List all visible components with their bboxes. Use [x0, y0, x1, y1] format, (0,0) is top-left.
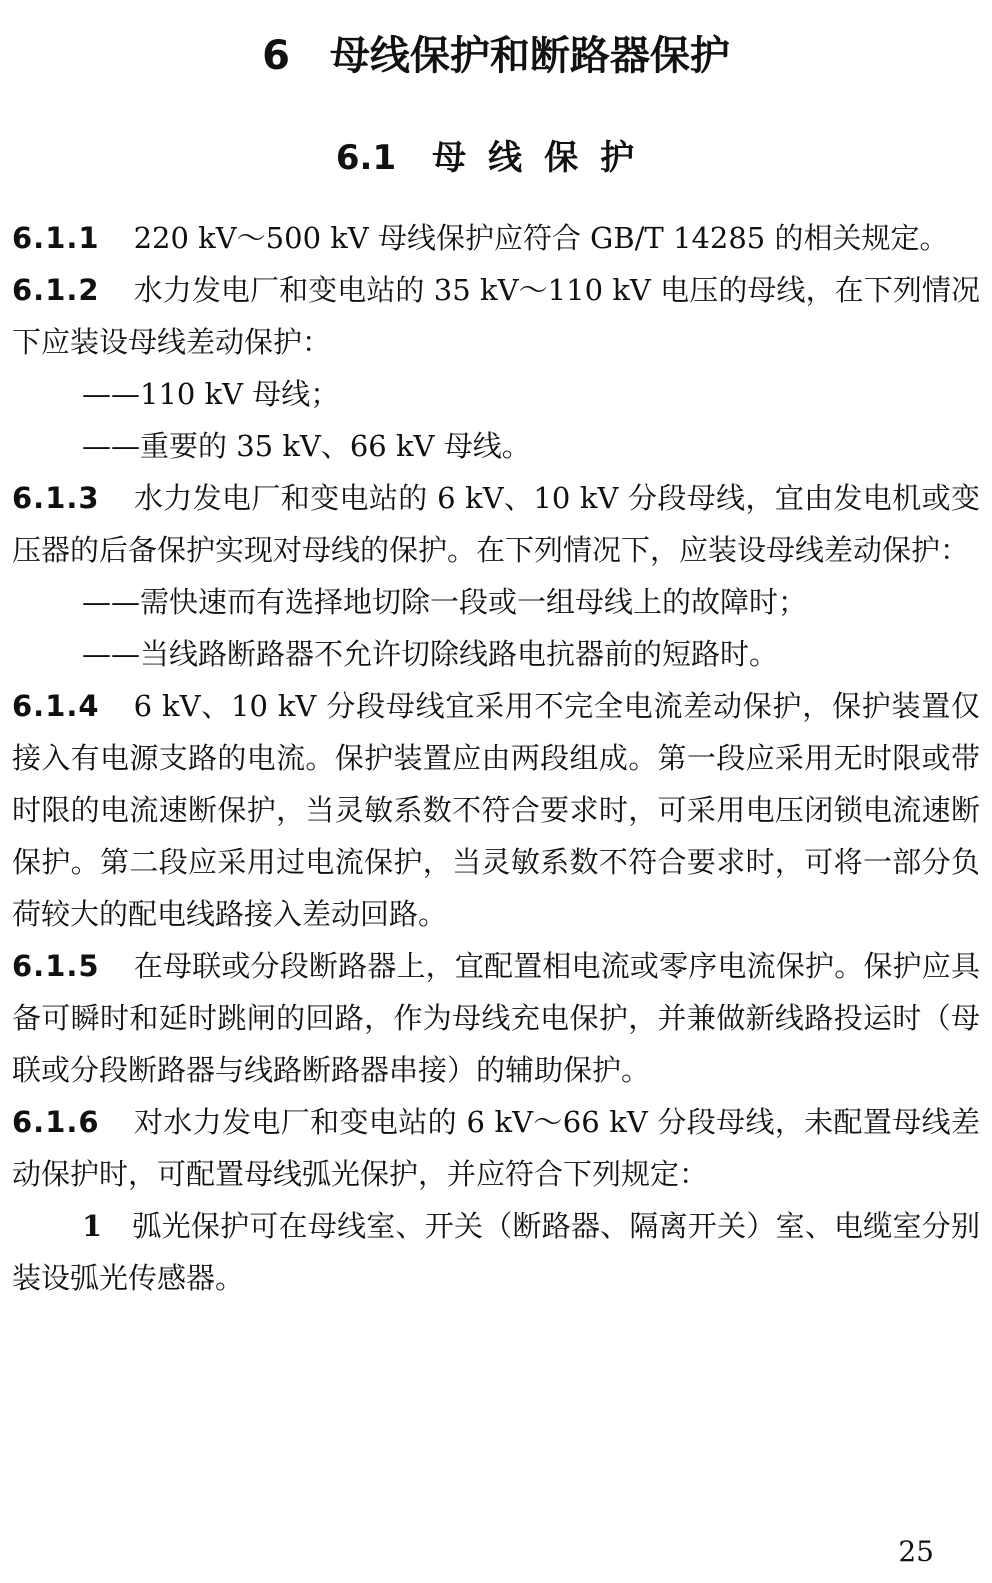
clause-text: 6 kV、10 kV 分段母线宜采用不完全电流差动保护，保护装置仅接入有电源支路的电流。保护装置应由两段组成。第一段应采用无时限或带时限的电流速断保护，当灵敏系数不符合要求时，可采用电压闭锁电流速断保护。第二段应采用过电流保护，当灵敏系数不符合要求时，可将一部分负荷较大的配电线路接入差动回路。 — [12, 689, 980, 931]
numbered-item — [12, 1200, 980, 1304]
section-number: 6.1 — [335, 138, 397, 178]
clause-6-1-2 — [12, 264, 980, 368]
clause-6-1-6 — [12, 1096, 980, 1200]
dash-item: ——当线路断路器不允许切除线路电抗器前的短路时。 — [82, 637, 779, 671]
dash-item: ——需快速而有选择地切除一段或一组母线上的故障时； — [82, 585, 808, 619]
clause-6-1-5 — [12, 940, 980, 1096]
clause-6-1-1 — [12, 212, 980, 264]
clause-number: 6.1.3 — [12, 481, 100, 515]
clause-text: 水力发电厂和变电站的 35 kV～110 kV 电压的母线，在下列情况下应装设母线差动保护： — [12, 273, 980, 359]
clause-number: 6.1.4 — [12, 689, 100, 723]
section-title-text: 母线保护 — [432, 138, 657, 178]
document-body — [12, 212, 980, 1304]
item-number: 1 — [82, 1209, 103, 1243]
chapter-title — [0, 28, 992, 84]
clause-text: 在母联或分段断路器上，宜配置相电流或零序电流保护。保护应具备可瞬时和延时跳闸的回路，作为母线充电保护，并兼做新线路投运时（母联或分段断路器与线路断路器串接）的辅助保护。 — [12, 949, 980, 1087]
clause-number: 6.1.6 — [12, 1105, 100, 1139]
clause-text: 对水力发电厂和变电站的 6 kV～66 kV 分段母线，未配置母线差动保护时，可配置母线弧光保护，并应符合下列规定： — [12, 1105, 980, 1191]
page-number: 25 — [898, 1535, 934, 1568]
clause-text: 水力发电厂和变电站的 6 kV、10 kV 分段母线，宜由发电机或变压器的后备保护实现对母线的保护。在下列情况下，应装设母线差动保护： — [12, 481, 980, 567]
clause-6-1-4 — [12, 680, 980, 940]
clause-number: 6.1.2 — [12, 273, 100, 307]
chapter-title-text: 母线保护和断路器保护 — [329, 33, 730, 79]
clause-number: 6.1.1 — [12, 221, 100, 255]
chapter-number: 6 — [262, 33, 290, 79]
clause-number: 6.1.5 — [12, 949, 100, 983]
dash-item: ——重要的 35 kV、66 kV 母线。 — [82, 429, 531, 463]
clause-6-1-3 — [12, 472, 980, 576]
item-text: 弧光保护可在母线室、开关（断路器、隔离开关）室、电缆室分别装设弧光传感器。 — [12, 1209, 980, 1295]
section-title — [0, 132, 992, 184]
dash-item: ——110 kV 母线； — [82, 377, 340, 411]
clause-text: 220 kV～500 kV 母线保护应符合 GB/T 14285 的相关规定。 — [133, 221, 949, 255]
